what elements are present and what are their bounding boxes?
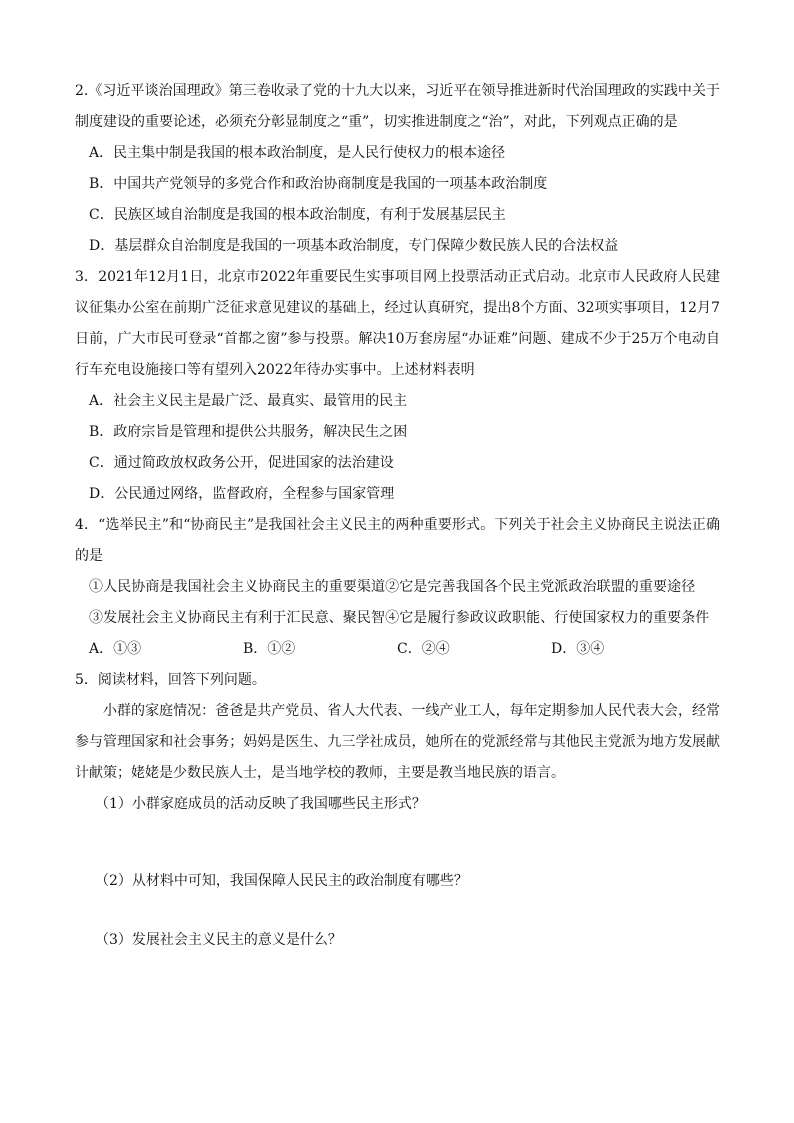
question-2-stem: 2.《习近平谈治国理政》第三卷收录了党的十九大以来，习近平在领导推进新时代治国理政的实践中关于制度建设的重要论述，必须充分彰显制度之“重”，切实推进制度之“治”，对此，下列观点正确的是 [75, 83, 720, 130]
question-5-sub-1: （1）小群家庭成员的活动反映了我国哪些民主形式？ [95, 796, 426, 812]
question-4-options [75, 634, 720, 665]
question-4-option-a[interactable]: A．①③ [89, 641, 142, 657]
question-3-stem: 3．2021年12月1日，北京市2022年重要民生实事项目网上投票活动正式启动。北京市人民政府人民建议征集办公室在前期广泛征求意见建议的基础上，经过认真研究，提出8个方面、32项实事项目，12月7日前，广大市民可登录“首都之窗”参与投票。解决10万套房屋“办证难”问题、建成不少于25万个电动自行车充电设施接口等有望列入2022年待办实事中。上述材料表明 [75, 269, 720, 378]
question-5-stem: 5．阅读材料，回答下列问题。 [75, 672, 266, 688]
answer-space-1[interactable] [75, 820, 720, 866]
question-3-option-a[interactable]: A．社会主义民主是最广泛、最真实、最管用的民主 [89, 393, 408, 409]
question-2-option-b[interactable]: B．中国共产党领导的多党合作和政治协商制度是我国的一项基本政治制度 [89, 176, 548, 192]
question-4-statements-2: ③发展社会主义协商民主有利于汇民意、聚民智④它是履行参政议政职能、行使国家权力的重要条件 [89, 610, 710, 626]
exam-page [75, 76, 720, 956]
question-2 [75, 76, 720, 262]
question-3-option-b[interactable]: B．政府宗旨是管理和提供公共服务，解决民生之困 [89, 424, 408, 440]
question-5-material: 小群的家庭情况：爸爸是共产党员、省人大代表、一线产业工人，每年定期参加人民代表大会，经常参与管理国家和社会事务；妈妈是医生、九三学社成员，她所在的党派经常与其他民主党派为地方发展献计献策；姥姥是少数民族人士，是当地学校的教师，主要是教当地民族的语言。 [75, 703, 720, 781]
question-2-option-c[interactable]: C．民族区域自治制度是我国的根本政治制度，有利于发展基层民主 [89, 207, 506, 223]
question-3 [75, 262, 720, 510]
question-4-option-b[interactable]: B．①② [243, 641, 296, 657]
question-4-option-d[interactable]: D．③④ [551, 641, 605, 657]
question-2-option-a[interactable]: A．民主集中制是我国的根本政治制度，是人民行使权力的根本途径 [89, 145, 506, 161]
question-5-sub-3: （3）发展社会主义民主的意义是什么？ [95, 932, 342, 948]
question-4-option-c[interactable]: C．②④ [397, 641, 450, 657]
answer-space-2[interactable] [75, 897, 720, 925]
question-5-sub-2: （2）从材料中可知，我国保障人民民主的政治制度有哪些？ [95, 873, 468, 889]
question-4 [75, 510, 720, 665]
question-3-option-c[interactable]: C．通过简政放权政务公开，促进国家的法治建设 [89, 455, 394, 471]
question-2-option-d[interactable]: D．基层群众自治制度是我国的一项基本政治制度，专门保障少数民族人民的合法权益 [89, 238, 619, 254]
question-4-statements-1: ①人民协商是我国社会主义协商民主的重要渠道②它是完善我国各个民主党派政治联盟的重要途径 [89, 579, 696, 595]
question-4-stem: 4．“选举民主”和“协商民主”是我国社会主义民主的两种重要形式。下列关于社会主义协商民主说法正确的是 [75, 517, 720, 564]
question-5 [75, 665, 720, 956]
question-3-option-d[interactable]: D．公民通过网络，监督政府，全程参与国家管理 [89, 486, 395, 502]
